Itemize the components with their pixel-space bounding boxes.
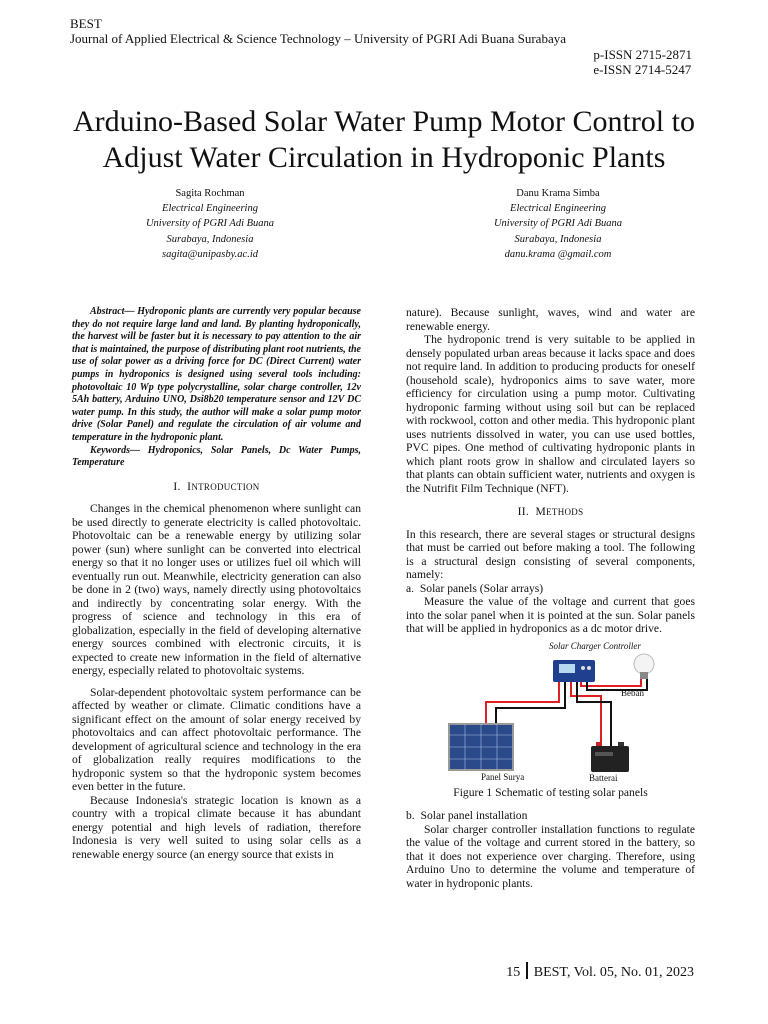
figure-caption: Figure 1 Schematic of testing solar panels: [453, 785, 648, 799]
issn-block: [593, 47, 692, 77]
hydroponic-paragraph: The hydroponic trend is very suitable to be applied in densely populated urban areas because it lacks space and does not require land. In addition to producing products for oneself (household scale), hydroponics aims to save water, more efficiency for circulation using a pump motor. Cultivating hydroponic farming without using soil but can be replaced with rockwool, cotton and other media. This hydroponic plant uses nutrients dissolved in water, you can use used bottles, PVC pipes. One method of cultivating hydroponic plants in which plant roots grow in shallow and circulated layers so that plants can obtain sufficient water, nutrients and oxygen is the Nutrifit Film Technique (NFT).: [406, 333, 695, 495]
author-city: Surabaya, Indonesia: [514, 233, 602, 245]
list-item-b-text: Solar charger controller installation functions to regulate the value of the voltage and current stored in the battery, so that it does not experience over charging. Therefore, using Arduino Uno to determine the volume and temperature of water in hydroponic plants.: [406, 822, 695, 890]
intro-paragraph-3: Because Indonesia's strategic location is known as a country with a tropical climate because it has abundant energy potential and high levels of radiation, therefore Indonesia is very well suited to using solar cells as a renewable energy source (an energy source that exists in: [72, 793, 361, 861]
methods-paragraph: In this research, there are several stages or structural designs that must be carried out before making a tool. The following is a structural design consisting of several components, namely:: [406, 527, 695, 581]
author-department: Electrical Engineering: [162, 203, 258, 215]
schematic-diagram: [441, 642, 661, 782]
list-item-b: b. Solar panel installation: [406, 809, 528, 822]
section-number: II.: [517, 505, 530, 518]
page-number: 15: [506, 965, 521, 980]
list-item-a: a. Solar panels (Solar arrays): [406, 581, 544, 595]
journal-short-name: BEST: [70, 16, 102, 31]
load-label: Beban: [620, 687, 644, 698]
battery-icon: [591, 742, 629, 772]
list-item-a-text: Measure the value of the voltage and current that goes into the solar panel when it is pointed at the sun. Solar panels that will be applied in hydroponics as a dc motor drive.: [406, 595, 695, 635]
keywords: Keywords— Hydroponics, Solar Panels, Dc Water Pumps, Temperature: [72, 444, 361, 469]
section-initial: I: [187, 479, 192, 493]
abstract: Abstract— Hydroponic plants are currently very popular because they do not require large land and land. By planting hydroponically, the harvest will be faster but it is necessary to pay attention to the air that is maintained, the purpose of distributing plant root nutrients, the use of solar power as a driving force for DC (Direct Current) water pumps in hydroponics is designed using several tools including: photovoltaic 10 Wp type polycrystalline, solar charge controller, 12v 5Ah battery, Arduino UNO, Dsi8b20 temperature sensor and 12V DC water pump. In this study, the author will make a solar pump motor drive (Solar Panel) and regulate the circulation of air volume and temperature in the hydroponic plant.: [72, 306, 361, 443]
right-column: [406, 306, 695, 890]
section-heading-introduction: [72, 480, 361, 495]
controller-label: Solar Charger Controller: [548, 641, 641, 651]
author-email: sagita@unipasby.ac.id: [162, 248, 258, 260]
section-number: I.: [173, 479, 181, 493]
author-university: University of PGRI Adi Buana: [493, 218, 623, 230]
footer-divider: [526, 962, 528, 979]
section-heading-methods: [406, 505, 695, 520]
paper-title: Arduino-Based Solar Water Pump Motor Control to Adjust Water Circulation in Hydroponic Plants: [73, 105, 695, 174]
figure-1-schematic: [441, 642, 661, 782]
intro-paragraph-2: Solar-dependent photovoltaic system performance can be affected by weather or climate. Climatic conditions have a significant effect on the amount of solar energy received by photovoltaics and can affect photovoltaic performance. The development of agricultural science and technology in the era of globalization really requires modifications to the hydroponic system so that the hydroponic system becomes even better in the future.: [72, 685, 361, 794]
charge-controller-icon: [553, 660, 595, 682]
p-issn: p-ISSN 2715-2871: [593, 47, 692, 62]
light-bulb-icon: [634, 654, 654, 679]
section-rest: ETHODS: [546, 507, 584, 517]
journal-header: [70, 16, 566, 46]
footer-citation: BEST, Vol. 05, No. 01, 2023: [533, 965, 694, 980]
author-city: Surabaya, Indonesia: [166, 233, 254, 245]
solar-panel-icon: [449, 724, 513, 770]
page-footer: [506, 962, 694, 981]
author-university: University of PGRI Adi Buana: [145, 218, 275, 230]
journal-full-name: Journal of Applied Electrical & Science Technology – University of PGRI Adi Buana Surabaya: [70, 31, 566, 46]
continued-paragraph: nature). Because sunlight, waves, wind and water are renewable energy.: [406, 306, 695, 333]
author-name: Danu Krama Simba: [516, 188, 600, 199]
author-email: danu.krama @gmail.com: [504, 248, 612, 260]
section-initial: M: [535, 505, 547, 518]
intro-paragraph-1: Changes in the chemical phenomenon where sunlight can be used directly to generate electricity is called photovoltaic. Photovoltaic can be a renewable energy by utilizing solar power (sun) where sunlight can be converted into electrical energy so that it no longer uses or utilizes fuel oil which will eventually run out. Meanwhile, electricity generation can also be done in 2 (two) ways, namely directly using photovoltaics and indirectly by concentrating solar energy. With the progress of science and technology in this era of globalization, especially in the field of developing alternative energy sources combined with electronic circuits, it is expected to create new information in the field of alternative energy, especially related to photovoltaic systems.: [72, 502, 361, 678]
author-2: [428, 186, 688, 262]
battery-label: Batterai: [588, 772, 617, 782]
solar-panel-label: Panel Surya: [480, 771, 524, 782]
section-rest: NTRODUCTION: [191, 481, 260, 492]
left-column: [72, 306, 361, 861]
author-name: Sagita Rochman: [175, 188, 245, 199]
e-issn: e-ISSN 2714-5247: [593, 62, 692, 77]
author-1: [80, 186, 340, 262]
author-department: Electrical Engineering: [510, 203, 606, 215]
